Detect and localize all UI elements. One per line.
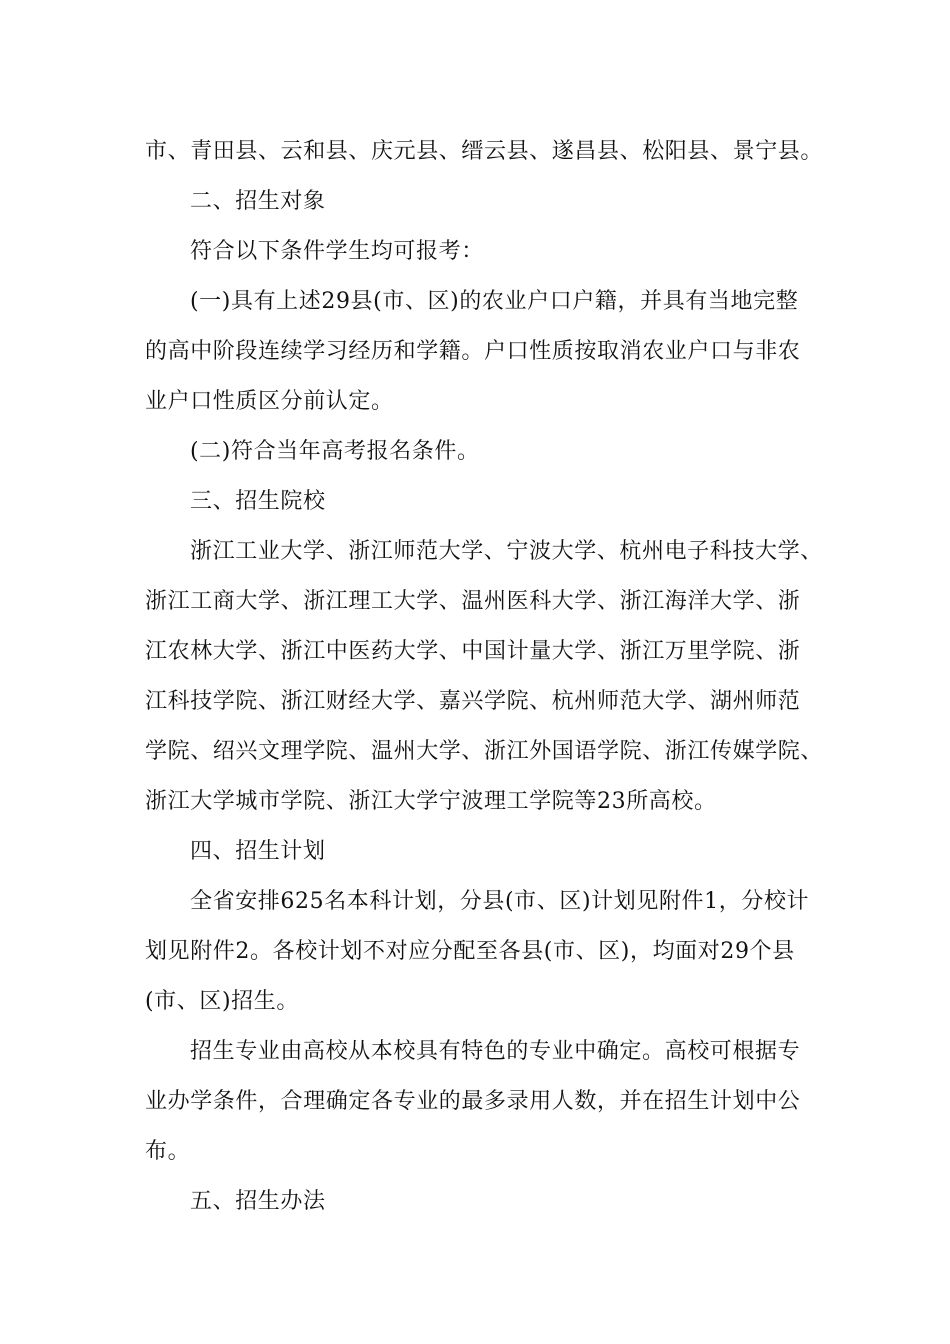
paragraph-line: 浙江工商大学、浙江理工大学、温州医科大学、浙江海洋大学、浙 [145,589,801,614]
paragraph-line: 符合以下条件学生均可报考： [190,239,484,264]
paragraph-line: 江农林大学、浙江中医药大学、中国计量大学、浙江万里学院、浙 [145,639,801,664]
section-heading: 二、招生对象 [190,189,326,214]
paragraph-line: 划见附件2。各校计划不对应分配至各县(市、区)，均面对29个县 [145,939,795,964]
paragraph-line: 招生专业由高校从本校具有特色的专业中确定。高校可根据专 [190,1039,801,1064]
section-heading: 四、招生计划 [190,839,326,864]
paragraph-line: 业户口性质区分前认定。 [145,389,394,414]
section-heading: 五、招生办法 [190,1189,326,1214]
paragraph-line: 学院、绍兴文理学院、温州大学、浙江外国语学院、浙江传媒学院、 [145,739,824,764]
paragraph-line: 布。 [145,1139,191,1164]
paragraph-line: 江科技学院、浙江财经大学、嘉兴学院、杭州师范大学、湖州师范 [145,689,801,714]
paragraph-line: 的高中阶段连续学习经历和学籍。户口性质按取消农业户口与非农 [145,339,801,364]
paragraph-line: 浙江工业大学、浙江师范大学、宁波大学、杭州电子科技大学、 [190,539,823,564]
paragraph-line: 浙江大学城市学院、浙江大学宁波理工学院等23所高校。 [145,789,717,814]
paragraph-line: 全省安排625名本科计划，分县(市、区)计划见附件1，分校计 [190,889,810,914]
paragraph-line: (一)具有上述29县(市、区)的农业户口户籍，并具有当地完整 [190,289,799,314]
paragraph-line: (市、区)招生。 [145,989,299,1014]
paragraph-line: (二)符合当年高考报名条件。 [190,439,480,464]
section-heading: 三、招生院校 [190,489,326,514]
paragraph-line: 业办学条件，合理确定各专业的最多录用人数，并在招生计划中公 [145,1089,801,1114]
paragraph-line: 市、青田县、云和县、庆元县、缙云县、遂昌县、松阳县、景宁县。 [145,139,824,164]
